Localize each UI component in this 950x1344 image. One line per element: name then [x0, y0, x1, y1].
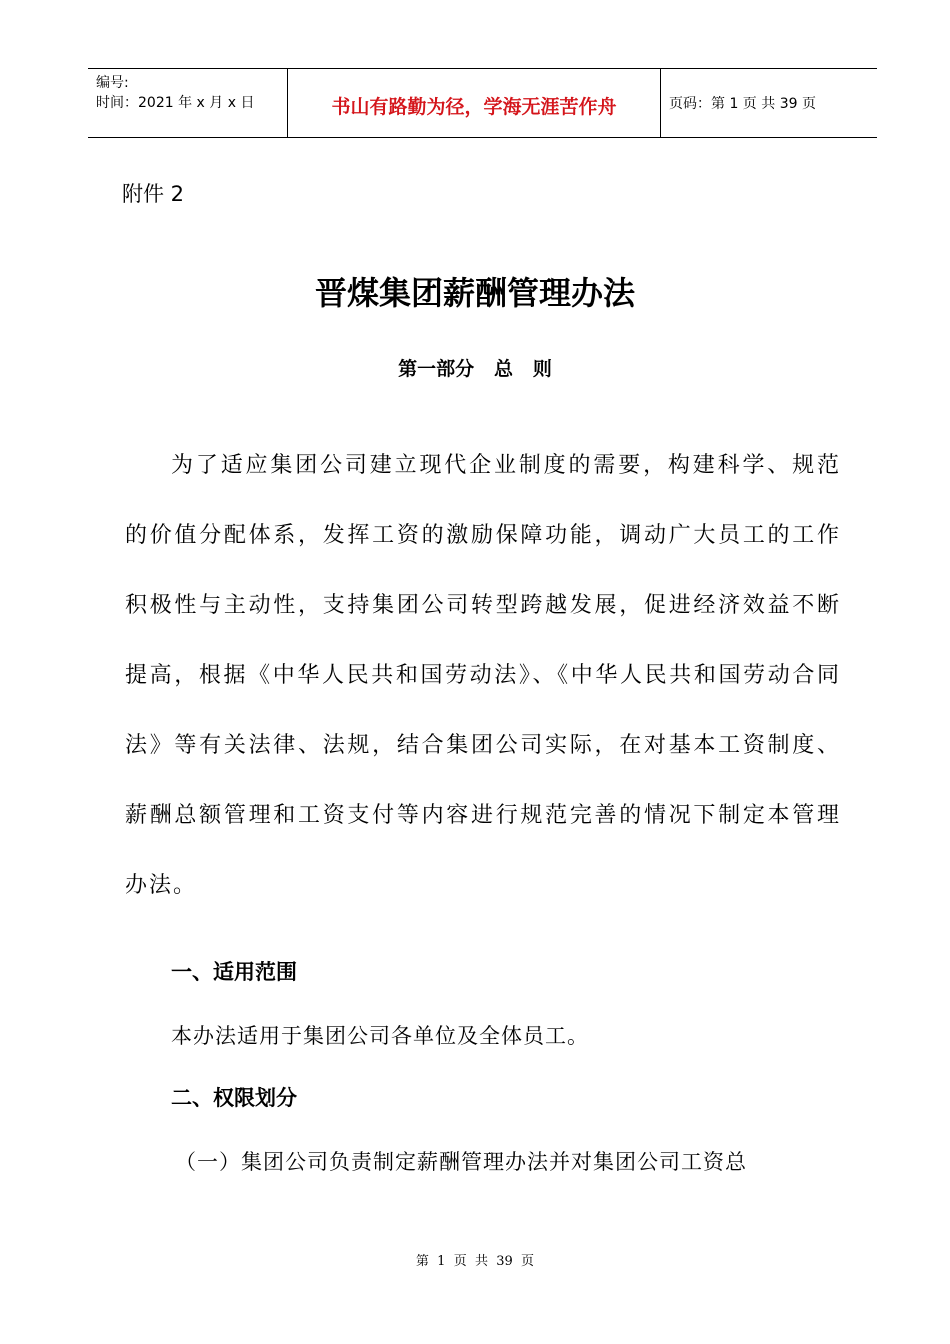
attachment-label: 附件 2 [122, 182, 185, 206]
time-label: 时间：2021 年 x 月 x 日 [96, 95, 255, 111]
section-body-authority: （一）集团公司负责制定薪酬管理办法并对集团公司工资总 [175, 1150, 747, 1174]
section-heading-authority: 二、权限划分 [171, 1086, 297, 1110]
intro-paragraph: 为了适应集团公司建立现代企业制度的需要，构建科学、规范的价值分配体系，发挥工资的激励保障功能，调动广大员工的工作积极性与主动性，支持集团公司转型跨越发展，促进经济效益不断提高，根据《中华人民共和国劳动法》、《中华人民共和国劳动合同法》等有关法律、法规，结合集团公司实际，在对基本工资制度、薪酬总额管理和工资支付等内容进行规范完善的情况下制定本管理办法。 [125, 453, 841, 898]
page-header [88, 68, 877, 138]
section-heading-scope: 一、适用范围 [171, 960, 297, 984]
part-title: 第一部分 总 则 [398, 358, 552, 380]
section-body-scope: 本办法适用于集团公司各单位及全体员工。 [171, 1024, 589, 1048]
header-meta [88, 69, 288, 137]
page-footer: 第 1 页 共 39 页 [415, 1254, 535, 1269]
number-label: 编号: [96, 75, 129, 91]
document-title: 晋煤集团薪酬管理办法 [314, 274, 635, 312]
header-page-info: 页码：第 1 页 共 39 页 [669, 96, 816, 112]
header-motto: 书山有路勤为径，学海无涯苦作舟 [288, 69, 661, 137]
